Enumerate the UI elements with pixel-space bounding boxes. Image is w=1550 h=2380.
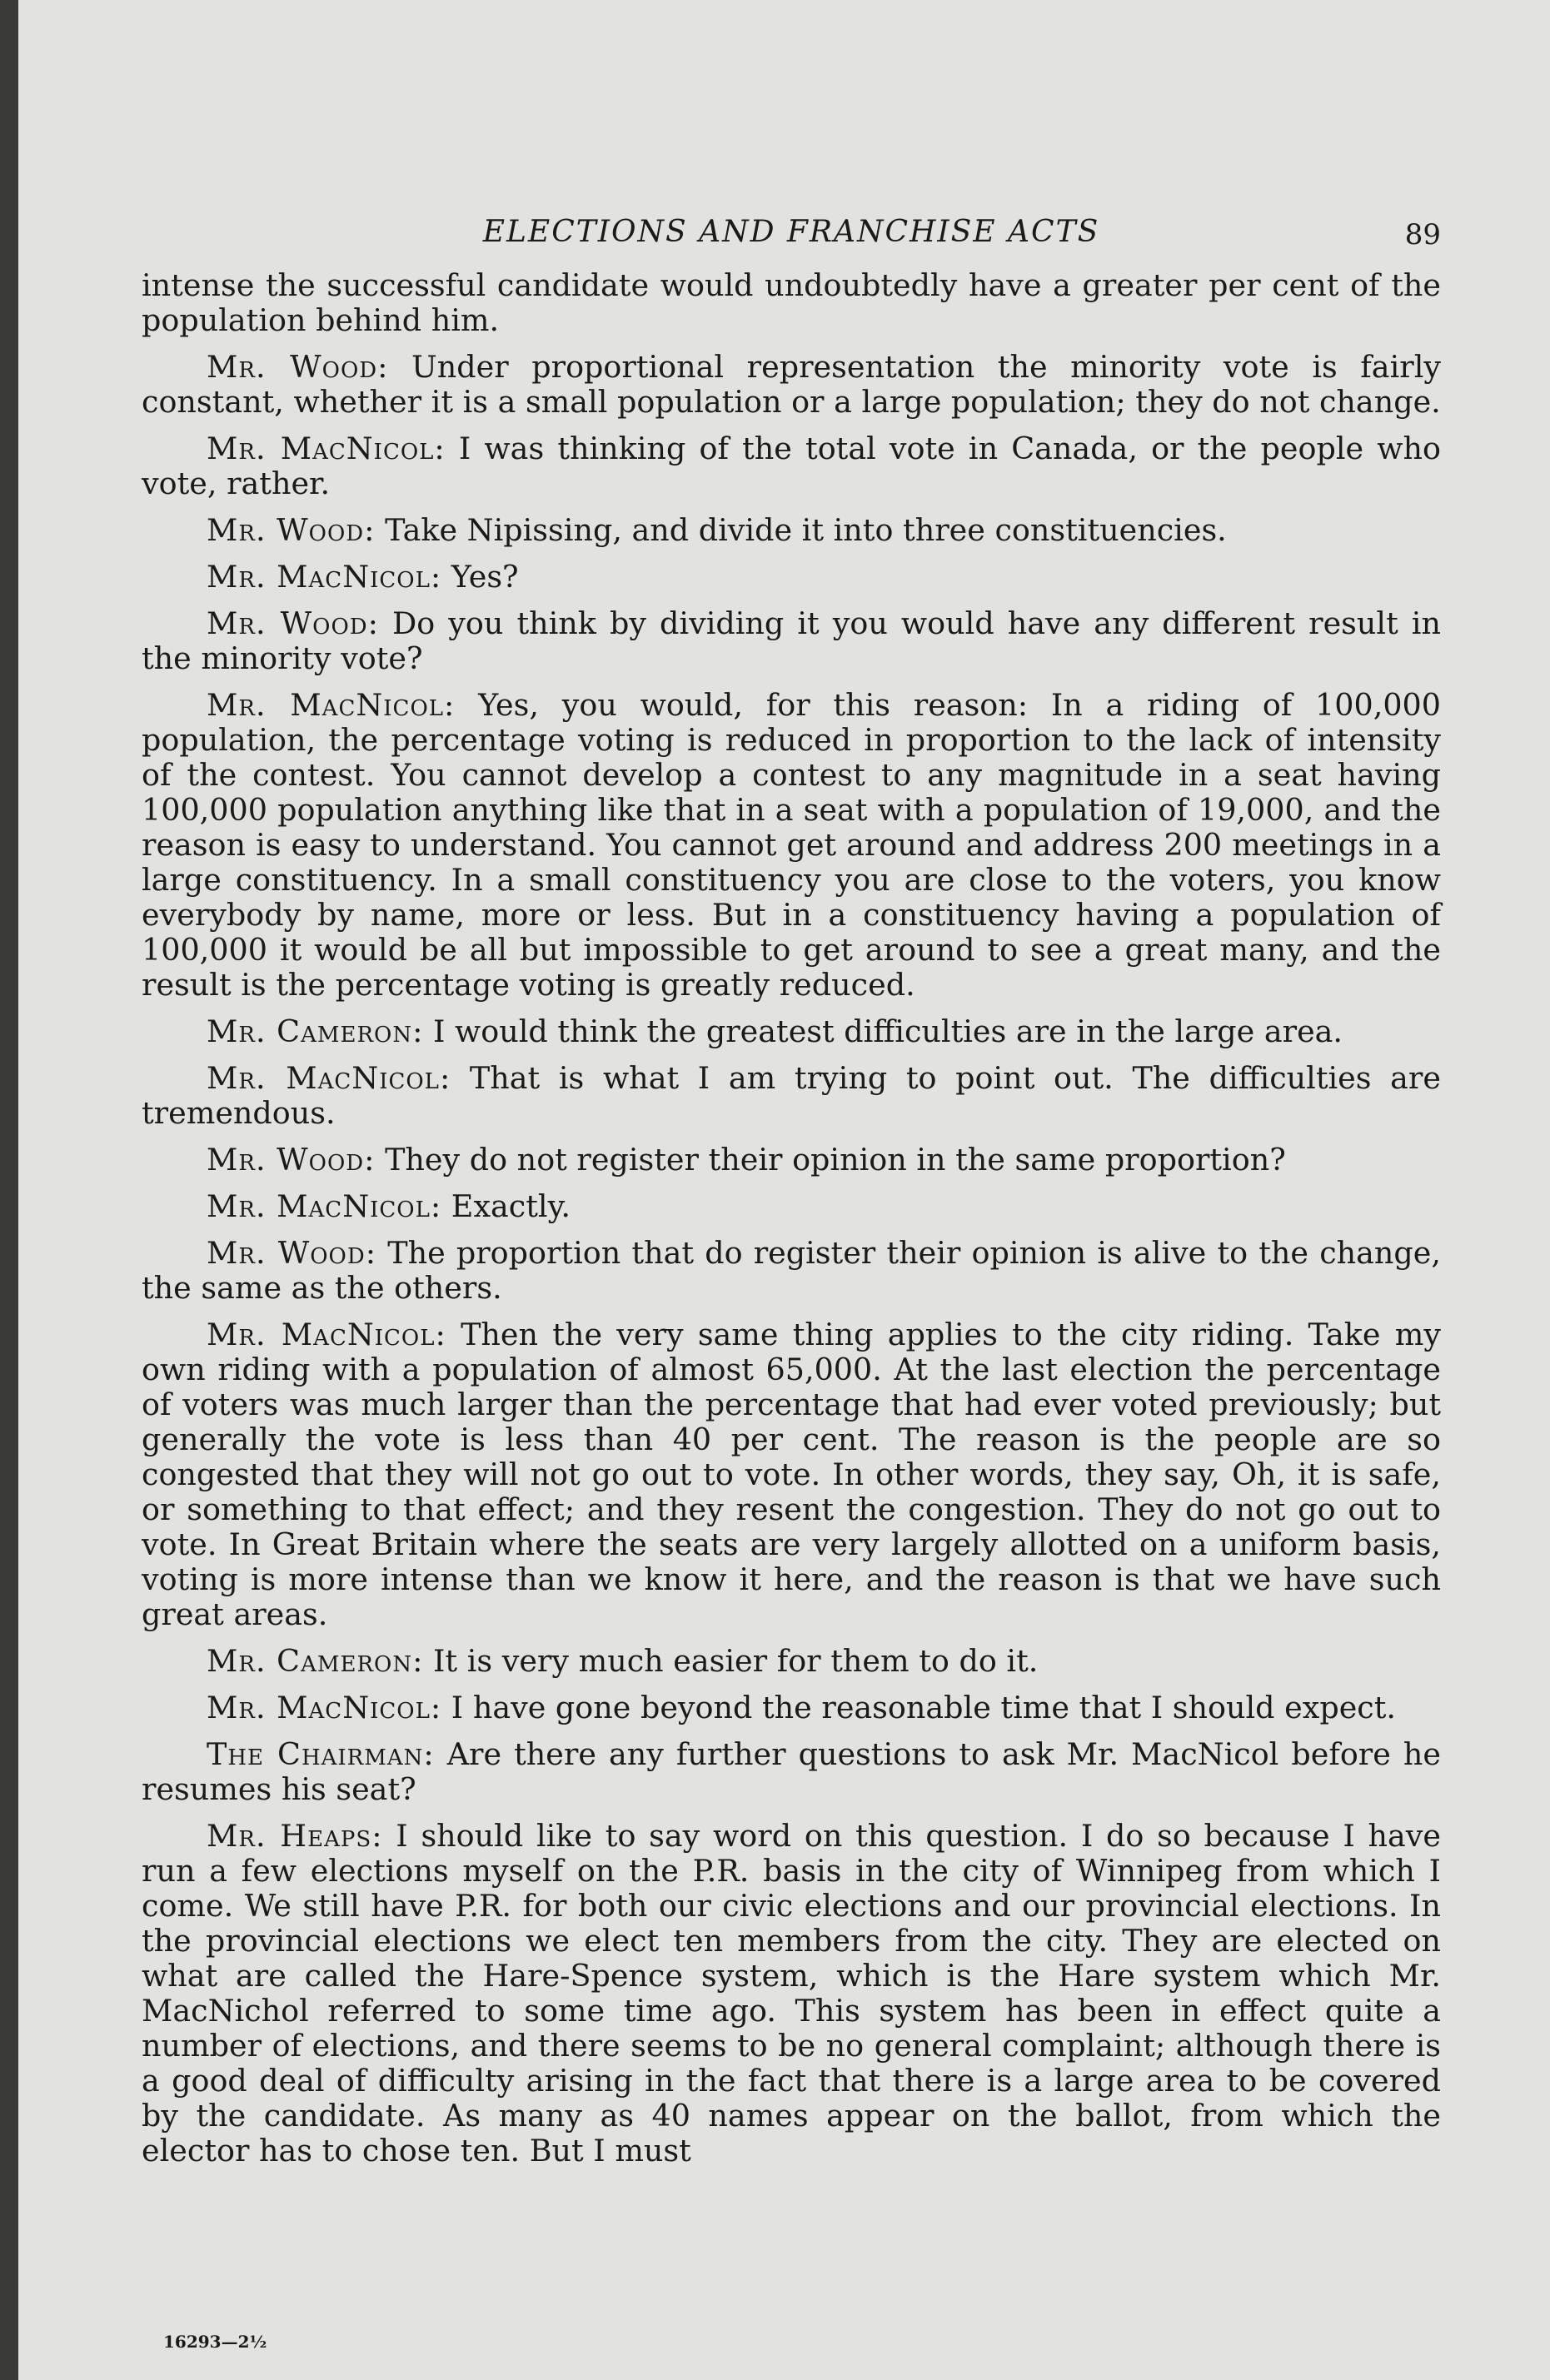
paragraph: [142, 350, 1441, 420]
speaker-label: Mr. Cameron:: [207, 1643, 424, 1679]
speaker-label: Mr. Wood:: [207, 605, 379, 641]
paragraph: [142, 688, 1441, 1003]
paragraph: [142, 1690, 1441, 1725]
page-header: [142, 215, 1441, 256]
paragraph: [142, 1236, 1441, 1306]
signature-mark: 16293—2½: [163, 2332, 267, 2352]
speaker-label: Mr. Wood:: [207, 512, 376, 548]
book-spine-shadow: [0, 0, 18, 2380]
paragraph: [142, 513, 1441, 548]
paragraph: [142, 1061, 1441, 1131]
paragraph: [142, 560, 1441, 595]
paragraph: [142, 1819, 1441, 2168]
paragraph: [142, 431, 1441, 501]
page-number: 89: [1404, 218, 1441, 251]
speaker-label: The Chairman:: [207, 1736, 435, 1772]
paragraph: [142, 1189, 1441, 1224]
paragraph-text: Take Nipissing, and divide it into three constituencies.: [385, 512, 1227, 548]
speaker-label: Mr. MacNicol:: [207, 687, 456, 723]
speaker-label: Mr. Wood:: [207, 349, 389, 385]
speaker-label: Mr. Heaps:: [207, 1818, 383, 1854]
paragraph-text: Under proportional representation the minority vote is fairly constant, whether it is a small population or a large population; they do not change.: [142, 349, 1441, 420]
speaker-label: Mr. MacNicol:: [207, 431, 446, 466]
running-title: ELECTIONS AND FRANCHISE ACTS: [482, 215, 1100, 249]
paragraph-text: I would think the greatest difficulties are in the large area.: [433, 1013, 1343, 1049]
speaker-label: Mr. MacNicol:: [207, 1317, 446, 1352]
paragraph-text: Are there any further questions to ask Mr. MacNicol before he resumes his seat?: [142, 1736, 1441, 1807]
paragraph-text: I have gone beyond the reasonable time that I should expect.: [451, 1690, 1397, 1725]
paragraph: [142, 1737, 1441, 1807]
paragraph: [142, 1014, 1441, 1049]
speaker-label: Mr. MacNicol:: [207, 1690, 442, 1725]
paragraph: [142, 1317, 1441, 1632]
paragraph: [142, 268, 1441, 338]
page-body: [142, 268, 1441, 2180]
paragraph: [142, 1143, 1441, 1178]
paragraph-text: It is very much easier for them to do it.: [433, 1643, 1039, 1679]
speaker-label: Mr. Cameron:: [207, 1013, 424, 1049]
paragraph-text: Yes?: [451, 559, 519, 595]
paragraph: [142, 606, 1441, 676]
speaker-label: Mr. MacNicol:: [207, 1188, 442, 1224]
paragraph-text: Exactly.: [451, 1188, 571, 1224]
speaker-label: Mr. MacNicol:: [207, 1060, 451, 1096]
paragraph-text: Then the very same thing applies to the city riding. Take my own riding with a population of almost 65,000. At the last election the percentage of voters was much larger than the percentage that had ever voted previously; but generally the vote is less than 40 per cent. The reason is the people are so congested that they will not go out to vote. In other words, they say, Oh, it is safe, or something to that effect; and they resent the congestion. They do not go out to vote. In Great Britain where the seats are very largely allotted on a uniform basis, voting is more intense than we know it here, and the reason is that we have such great areas.: [142, 1317, 1441, 1632]
paragraph-text: Do you think by dividing it you would have any different result in the minority vote?: [142, 605, 1441, 676]
speaker-label: Mr. Wood:: [207, 1142, 376, 1178]
speaker-label: Mr. Wood:: [207, 1235, 377, 1271]
paragraph-text: They do not register their opinion in the same proportion?: [385, 1142, 1286, 1178]
paragraph: [142, 1644, 1441, 1679]
paragraph-text: I was thinking of the total vote in Canada, or the people who vote, rather.: [142, 431, 1441, 501]
paragraph-text: That is what I am trying to point out. The difficulties are tremendous.: [142, 1060, 1441, 1131]
speaker-label: Mr. MacNicol:: [207, 559, 442, 595]
paragraph-text: intense the successful candidate would undoubtedly have a greater per cent of the population behind him.: [142, 267, 1441, 338]
paragraph-text: I should like to say word on this question. I do so because I have run a few elections myself on the P.R. basis in the city of Winnipeg from which I come. We still have P.R. for both our civic elections and our provincial elections. In the provincial elections we elect ten members from the city. They are elected on what are called the Hare-Spence system, which is the Hare system which Mr. MacNichol referred to some time ago. This system has been in effect quite a number of elections, and there seems to be no general complaint; although there is a good deal of difficulty arising in the fact that there is a large area to be covered by the candidate. As many as 40 names appear on the ballot, from which the elector has to chose ten. But I must: [142, 1818, 1441, 2168]
paragraph-text: Yes, you would, for this reason: In a riding of 100,000 population, the percentage voting is reduced in proportion to the lack of intensity of the contest. You cannot develop a contest to any magnitude in a seat having 100,000 population anything like that in a seat with a population of 19,000, and the reason is easy to understand. You cannot get around and address 200 meetings in a large constituency. In a small constituency you are close to the voters, you know everybody by name, more or less. But in a constituency having a population of 100,000 it would be all but impossible to get around to see a great many, and the result is the percentage voting is greatly reduced.: [142, 687, 1441, 1003]
paragraph-text: The proportion that do register their opinion is alive to the change, the same as the others.: [142, 1235, 1441, 1306]
